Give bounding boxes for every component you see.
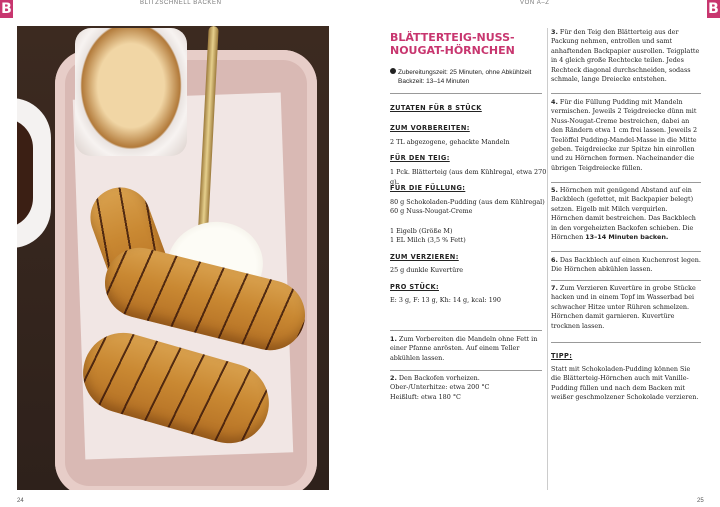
step-text: Das Backblech auf einen Kuchenrost legen. Die Hörnchen abkühlen lassen. [551, 256, 701, 274]
divider [390, 370, 542, 371]
page-number-left: 24 [17, 498, 24, 504]
bake-time-text: Backzeit: 13–14 Minuten [398, 78, 470, 85]
divider [551, 342, 701, 343]
recipe-title: BLÄTTERTEIG-NUSS-NOUGAT-HÖRNCHEN [390, 31, 515, 57]
section-heading: FÜR DEN TEIG: [390, 154, 450, 162]
step-number: 3. [551, 28, 558, 36]
prep-time [390, 68, 550, 86]
step-number: 6. [551, 256, 558, 264]
tip-heading: TIPP: [551, 352, 573, 360]
step-4 [551, 98, 701, 173]
section-heading: ZUM VORBEREITEN: [390, 124, 470, 132]
section-heading: FÜR DIE FÜLLUNG: [390, 184, 466, 192]
ingredient-item: 1 Eigelb (Größe M) [390, 227, 453, 235]
coffee-glass [75, 28, 187, 156]
chapter-tab-left: B [1, 1, 12, 17]
ingredient-item: 25 g dunkle Kuvertüre [390, 266, 464, 274]
step-number: 4. [551, 98, 558, 106]
step-text-bold: 13–14 Minuten backen. [585, 233, 669, 242]
divider [390, 93, 542, 94]
clock-icon [390, 68, 396, 74]
step-text: Zum Verzieren Kuvertüre in grobe Stücke hacken und in einem Topf im Wasserbad bei schwacher Hitze unter Rühren schmelzen. Hörnchen damit garnieren. Kuvertüre trocknen lassen. [551, 284, 696, 330]
step-number: 7. [551, 284, 558, 292]
divider [551, 182, 701, 183]
nutrition-info: E: 3 g, F: 13 g, Kh: 14 g, kcal: 190 [390, 296, 501, 304]
page-number-right: 25 [697, 498, 704, 504]
divider [551, 251, 701, 252]
step-text: Für den Teig den Blätterteig aus der Packung nehmen, entrollen und samt anhaftenden Backpapier ausrollen. Teigplatte in 4 gleich große Rechtecke teilen. Jedes Rechteck diagonal durchschneiden, sodass schmale, lange Dreiecke entstehen. [551, 28, 700, 84]
ingredient-item: 1 Pck. Blätterteig (aus dem Kühlregal, etwa 270 g) [390, 168, 547, 186]
step-text: Den Backofen vorheizen. [398, 374, 480, 382]
step-number: 1. [390, 335, 397, 343]
step-6 [551, 256, 701, 275]
step-1 [390, 335, 546, 363]
step-number: 5. [551, 186, 558, 194]
step-text: Zum Vorbereiten die Mandeln ohne Fett in einer Pfanne anrösten. Auf einem Teller abkühlen lassen. [390, 335, 538, 362]
step-3 [551, 28, 701, 84]
divider [551, 93, 701, 94]
step-text: Heißluft: etwa 180 °C [390, 392, 461, 401]
column-divider [547, 28, 548, 490]
section-heading: ZUM VERZIEREN: [390, 253, 459, 261]
section-heading: PRO STÜCK: [390, 283, 439, 291]
divider [551, 280, 701, 281]
step-text: Ober-/Unterhitze: etwa 200 °C [390, 383, 490, 392]
step-number: 2. [390, 374, 397, 382]
ingredient-item: 1 EL Milch (3,5 % Fett) [390, 236, 466, 244]
running-header-left: BLITZSCHNELL BACKEN [140, 0, 222, 6]
step-text: Für die Füllung Pudding mit Mandeln vermischen. Jeweils 2 Teigdreiecke dünn mit Nuss-Nougat-Creme bestreichen, dabei an den Rändern etwa 1 cm frei lassen. Jeweils 2 Teelöffel Pudding-Mandel-Masse in die Mitte geben. Teigdreiecke zur Spitze hin einrollen und zu Hörnchen formen. Nacheinander die übrigen Teigdreiecke füllen. [551, 98, 698, 172]
running-header-right: VON A–Z [520, 0, 550, 6]
prep-time-text: Zubereitungszeit: 25 Minuten, ohne Abkühlzeit [398, 69, 532, 76]
ingredients-heading: ZUTATEN FÜR 8 STÜCK [390, 104, 482, 112]
ingredient-item: 80 g Schokoladen-Pudding (aus dem Kühlregal) [390, 198, 545, 206]
tip-text: Statt mit Schokoladen-Pudding können Sie die Blätterteig-Hörnchen auch mit Vanille-Pudding füllen und nach dem Backen mit weißer geschmolzener Schokolade verzieren. [551, 365, 699, 402]
step-text: Hörnchen mit genügend Abstand auf ein Backblech (gefettet, mit Backpapier belegt) setzen. Eigelb mit Milch verquirlen. Hörnchen damit bestreichen. Das Backblech in den vorgeheizten Backofen schieben. Die Hörnchen [551, 186, 696, 242]
chapter-tab-right: B [708, 1, 719, 17]
step-7 [551, 284, 701, 331]
ingredient-item: 2 TL abgezogene, gehackte Mandeln [390, 138, 510, 146]
step-5 [551, 186, 701, 242]
divider [390, 330, 542, 331]
ingredient-item: 60 g Nuss-Nougat-Creme [390, 207, 473, 215]
recipe-photo [17, 26, 329, 490]
step-2 [390, 374, 546, 402]
